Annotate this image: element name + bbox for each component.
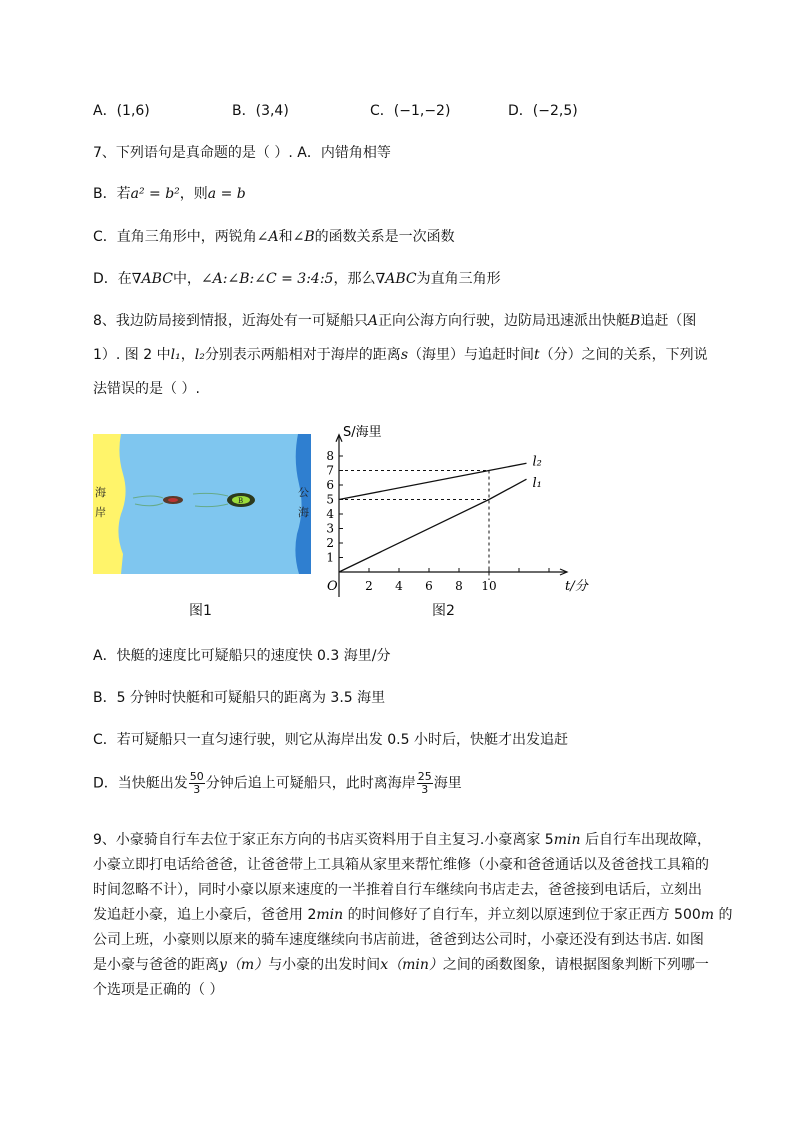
q7-d-mid: 中，: [172, 271, 201, 287]
q8-option-a: A．快艇的速度比可疑船只的速度快 0.3 海里/分: [93, 648, 391, 664]
q7-d-pre: D．在: [93, 271, 132, 287]
q9-line2: 小豪立即打电话给爸爸，让爸爸带上工具箱从家里来帮忙维修（小豪和爸爸通话以及爸爸找工具箱的: [93, 857, 709, 873]
q6-option-a: A．(1,6): [93, 103, 150, 119]
q9-line4-mid: 的时间修好了自行车，并立刻以原速到位于家正西方 500: [343, 907, 701, 923]
frac2-numerator: 25: [417, 770, 432, 783]
q8-line1-A: A: [367, 313, 379, 329]
q7-stem: 7、下列语句是真命题的是（ ）. A．内错角相等: [93, 145, 391, 161]
q7-c-post: 的函数关系是一次函数: [314, 229, 455, 245]
frac2-denominator: 3: [421, 783, 429, 796]
x-tick-label: 10: [481, 579, 497, 593]
x-tick-label: 4: [395, 579, 403, 593]
series-label-l1: l₁: [532, 476, 542, 492]
q8-line2-mid: 分别表示两船相对于海岸的距离: [204, 347, 401, 363]
q8-d-mid: 分钟后追上可疑船只，此时离海岸: [205, 775, 416, 792]
q8-line2-post: （分）之间的关系，下列说: [539, 347, 708, 363]
y-tick-label: 7: [326, 463, 334, 478]
q6-option-b: B．(3,4): [232, 103, 289, 119]
q9-line6-mid: 与小豪的出发时间: [268, 957, 381, 973]
series-label-l2: l₂: [532, 454, 542, 470]
q9-line6: [93, 954, 709, 974]
y-tick-label: 1: [326, 550, 334, 565]
q7-d-mid2: ，那么: [333, 271, 376, 287]
q8-d-post: 海里: [433, 775, 462, 792]
q7-b-math2: a = b: [207, 186, 246, 202]
x-tick-label: 6: [425, 579, 433, 593]
q8-line2-pre: 1）. 图 2 中: [93, 347, 171, 363]
q8-line3: 法错误的是（ ）.: [93, 381, 200, 397]
x-tick-label: 2: [365, 579, 373, 593]
x-tick-label: 8: [455, 579, 463, 593]
figure-1-sea-illustration: [93, 434, 311, 574]
y-tick-label: 2: [326, 536, 334, 550]
figure-1-caption: 图1: [189, 603, 212, 619]
q7-d-math2: ∠A:∠B:∠C = 3:4:5: [200, 271, 334, 287]
q7-option-d: [93, 268, 501, 288]
fraction-25-3: [417, 771, 433, 796]
shore-label-1: 海: [95, 486, 106, 499]
q9-line4-unit2: m: [700, 907, 715, 923]
sea-label-1: 公: [298, 486, 309, 499]
q8-line2: [93, 344, 708, 364]
q8-line1-post: 追赶（图: [640, 313, 697, 329]
q9-line4-unit: min: [316, 907, 344, 923]
q8-option-c: C．若可疑船只一直匀速行驶，则它从海岸出发 0.5 小时后，快艇才出发追赶: [93, 732, 568, 748]
q7-b-mid: ，则: [179, 186, 208, 202]
q9-line4: [93, 904, 733, 924]
q9-line4-pre: 发追赶小豪，追上小豪后，爸爸用 2: [93, 907, 317, 923]
figure-2-distance-time-graph: [313, 420, 598, 600]
q9-line3: 时间忽略不计），同时小豪以原来速度的一半推着自行车继续向书店走去，爸爸接到电话后，立刻出: [93, 882, 702, 898]
q7-c-pre: C．直角三角形中，两锐角: [93, 229, 257, 245]
q8-line2-comma: ，: [180, 347, 195, 363]
q6-option-d: D．(−2,5): [508, 103, 578, 119]
q6-option-c: C．(−1,−2): [370, 103, 451, 119]
q7-option-c: [93, 226, 455, 246]
q8-line1-mid: 正向公海方向行驶，边防局迅速派出快艇: [378, 313, 631, 329]
origin-label: O: [327, 579, 338, 594]
shore-label-2: 岸: [95, 506, 106, 519]
q9-line6-y: y（m）: [219, 957, 269, 973]
y-tick-label: 4: [326, 507, 334, 521]
q8-option-b: B．5 分钟时快艇和可疑船只的距离为 3.5 海里: [93, 690, 386, 706]
fraction-50-3: [189, 771, 205, 796]
q9-line1-unit: min: [553, 832, 581, 848]
q9-line1-pre: 9、小豪骑自行车去位于家正东方向的书店买资料用于自主复习.小豪离家 5: [93, 832, 554, 848]
frac1-denominator: 3: [193, 783, 201, 796]
y-tick-label: 6: [326, 478, 334, 492]
y-tick-label: 3: [326, 521, 334, 536]
q9-line6-x: x（min）: [380, 957, 443, 973]
q8-d-pre: D．当快艇出发: [93, 775, 188, 792]
q9-line5: 公司上班，小豪则以原来的骑车速度继续向书店前进，爸爸到达公司时，小豪还没有到达书店. 如图: [93, 932, 704, 948]
q8-line2-mid2: （海里）与追赶时间: [408, 347, 534, 363]
q9-line6-pre: 是小豪与爸爸的距离: [93, 957, 219, 973]
q9-line1: [93, 829, 711, 849]
q8-line2-s: s: [400, 347, 408, 363]
figure-2-caption: 图2: [432, 603, 455, 619]
q9-line6-post: 之间的函数图象，请根据图象判断下列哪一: [442, 957, 709, 973]
q7-d-math1: ∇ABC: [131, 271, 173, 287]
q8-line2-l1: l₁: [170, 347, 181, 363]
y-axis-label: S/海里: [343, 425, 382, 440]
q9-line4-post: 的: [714, 907, 733, 923]
sea-label-2: 海: [298, 506, 309, 519]
q7-b-math1: a² = b²: [130, 186, 180, 202]
q7-d-post: 为直角三角形: [416, 271, 501, 287]
q7-option-b: [93, 183, 246, 203]
y-tick-label: 8: [326, 449, 334, 463]
y-tick-label: 5: [326, 492, 334, 507]
q8-line1-pre: 8、我边防局接到情报，近海处有一可疑船只: [93, 313, 368, 329]
q8-line1: [93, 310, 696, 330]
q8-option-d: [93, 771, 462, 796]
q8-line2-t: t: [534, 347, 540, 363]
q7-b-pre: B．若: [93, 186, 131, 202]
q8-line1-B: B: [630, 313, 641, 329]
frac1-numerator: 50: [189, 770, 204, 783]
q7-d-math3: ∇ABC: [375, 271, 417, 287]
svg-text:B: B: [238, 497, 244, 505]
q7-c-math2: ∠B: [292, 229, 315, 245]
q9-line7: 个选项是正确的（ ）: [93, 982, 224, 998]
q7-c-mid: 和: [278, 229, 293, 245]
x-axis-label: t/分: [565, 579, 588, 594]
series-line-l1: [339, 479, 527, 572]
q8-line2-l2: l₂: [194, 347, 205, 363]
q7-c-math1: ∠A: [256, 229, 279, 245]
q9-line1-post: 后自行车出现故障，: [580, 832, 711, 848]
